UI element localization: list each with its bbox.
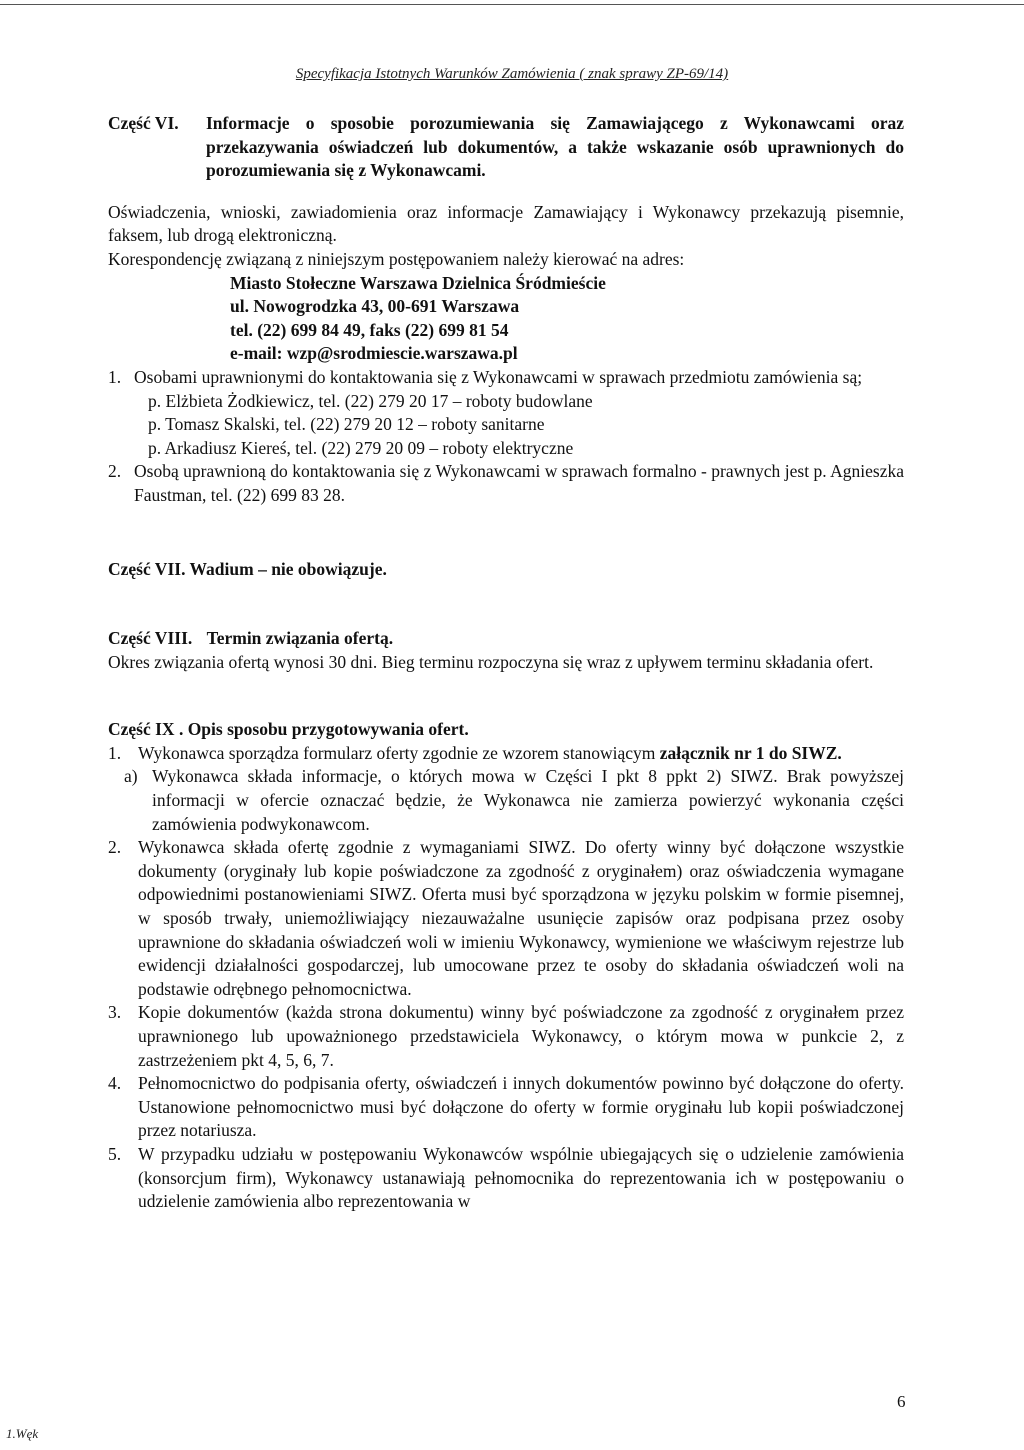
- item-number: 1.: [108, 366, 122, 387]
- part6-label: Część VI.: [108, 113, 179, 133]
- contact-person: p. Elżbieta Żodkiewicz, tel. (22) 279 20 17 – roboty budowlane: [148, 390, 593, 411]
- item-text: Osobami uprawnionymi do kontaktowania się z Wykonawcami w sprawach przedmiotu zamówienia są;: [134, 366, 863, 387]
- item-text: [138, 742, 904, 766]
- part8-heading: [108, 627, 904, 651]
- subitem-text: Wykonawca składa informacje, o których mowa w Części I pkt 8 ppkt 2) SIWZ. Brak powyższej informacji w ofercie oznaczać będzie, że Wykonawca nie zamierza powierzyć wykonania części zamówienia podwykonawcom.: [152, 766, 904, 834]
- part6-title: Informacje o sposobie porozumiewania się Zamawiającego z Wykonawcami oraz przekazywania oświadczeń lub dokumentów, a także wskazanie osób uprawnionych do porozumiewania się z Wykonawcami.: [206, 113, 904, 181]
- part6-paragraph-1: Oświadczenia, wnioski, zawiadomienia oraz informacje Zamawiający i Wykonawcy przekazują pisemnie, faksem, lub drogą elektroniczną.: [108, 201, 904, 246]
- item-text: W przypadku udziału w postępowaniu Wykonawców wspólnie ubiegających się o udzielenie zamówienia (konsorcjum firm), Wykonawcy ustanawiają pełnomocnika do reprezentowania ich w postępowaniu o udzielenie zamówienia albo reprezentowania w: [138, 1143, 904, 1212]
- address-line-1: Miasto Stołeczne Warszawa Dzielnica Śródmieście: [230, 272, 606, 293]
- subitem-letter: a): [124, 766, 138, 787]
- part9-item-3: [108, 1001, 904, 1072]
- address-line-2: ul. Nowogrodzka 43, 00-691 Warszawa: [230, 296, 520, 317]
- handwritten-initials: 1.Węk: [6, 1426, 39, 1441]
- part6-item-1: [108, 366, 904, 390]
- part6-paragraph-2: Korespondencję związaną z niniejszym postępowaniem należy kierować na adres:: [108, 248, 685, 269]
- document-header: Specyfikacja Istotnych Warunków Zamówienia ( znak sprawy ZP-69/14): [295, 66, 729, 82]
- item-text-bold: załącznik nr 1 do SIWZ.: [659, 742, 842, 763]
- item-number: 1.: [108, 742, 122, 763]
- part9-subitem-a: [108, 765, 904, 836]
- part7-heading: Część VII. Wadium – nie obowiązuje.: [108, 558, 387, 579]
- part8-title: Termin związania ofertą.: [206, 628, 394, 649]
- item-text: Wykonawca składa ofertę zgodnie z wymaganiami SIWZ. Do oferty winny być dołączone wszystkie dokumenty (oryginały lub kopie poświadczone za zgodność z oryginałem) oraz oświadczenia wymagane odpowiednimi postanowieniami SIWZ. Oferta musi być sporządzona w języku polskim w formie pisemnej, w sposób trwały, uniemożliwiający niezauważalne usunięcie zapisów oraz podpisana przez osoby uprawnione do składania oświadczeń woli w imieniu Wykonawcy, wymienione we właściwym rejestrze lub ewidencji działalności gospodarczej, lub umocowane przez te osoby do składania oświadczeń woli na podstawie odrębnego pełnomocnictwa.: [138, 837, 904, 999]
- top-rule: [0, 4, 1024, 5]
- item-number: 4.: [108, 1073, 122, 1094]
- part8-text: Okres związania ofertą wynosi 30 dni. Bieg terminu rozpoczyna się wraz z upływem terminu składania ofert.: [108, 651, 874, 672]
- item-text: Pełnomocnictwo do podpisania oferty, oświadczeń i innych dokumentów powinno być dołączone do oferty. Ustanowione pełnomocnictwo musi być dołączone do oferty w formie oryginału lub kopii poświadczonej przez notariusza.: [138, 1073, 904, 1141]
- page-number: 6: [897, 1392, 906, 1411]
- item-text-plain: Wykonawca sporządza formularz oferty zgodnie ze wzorem stanowiącym: [138, 742, 656, 763]
- item-text: Osobą uprawnioną do kontaktowania się z Wykonawcami w sprawach formalno - prawnych jest p. Agnieszka Faustman, tel. (22) 699 83 28.: [134, 461, 904, 505]
- item-number: 3.: [108, 1002, 122, 1023]
- item-number: 2.: [108, 461, 122, 482]
- part9-item-5: [108, 1143, 904, 1214]
- contact-address: [108, 272, 904, 366]
- part9-item-4: [108, 1072, 904, 1143]
- part9-heading: Część IX . Opis sposobu przygotowywania ofert.: [108, 719, 469, 740]
- part6-heading: [108, 112, 904, 183]
- contact-persons-list: [108, 390, 904, 461]
- contact-person: p. Arkadiusz Kiereś, tel. (22) 279 20 09 – roboty elektryczne: [148, 437, 574, 458]
- contact-person: p. Tomasz Skalski, tel. (22) 279 20 12 – roboty sanitarne: [148, 414, 545, 435]
- part9-item-1: [108, 742, 904, 766]
- address-email: e-mail: wzp@srodmiescie.warszawa.pl: [230, 343, 518, 364]
- address-line-3: tel. (22) 699 84 49, faks (22) 699 81 54: [230, 319, 509, 340]
- document-body: [108, 112, 904, 1214]
- item-number: 2.: [108, 837, 122, 858]
- part6-item-2: [108, 460, 904, 507]
- item-number: 5.: [108, 1143, 122, 1164]
- item-text: Kopie dokumentów (każda strona dokumentu) winny być poświadczone za zgodność z oryginałem przez uprawnionego lub upoważnionego przedstawiciela Wykonawcy, o którym mowa w punkcie 2, z zastrzeżeniem pkt 4, 5, 6, 7.: [138, 1002, 904, 1070]
- part9-item-2: [108, 836, 904, 1001]
- part8-label: Część VIII.: [108, 628, 193, 649]
